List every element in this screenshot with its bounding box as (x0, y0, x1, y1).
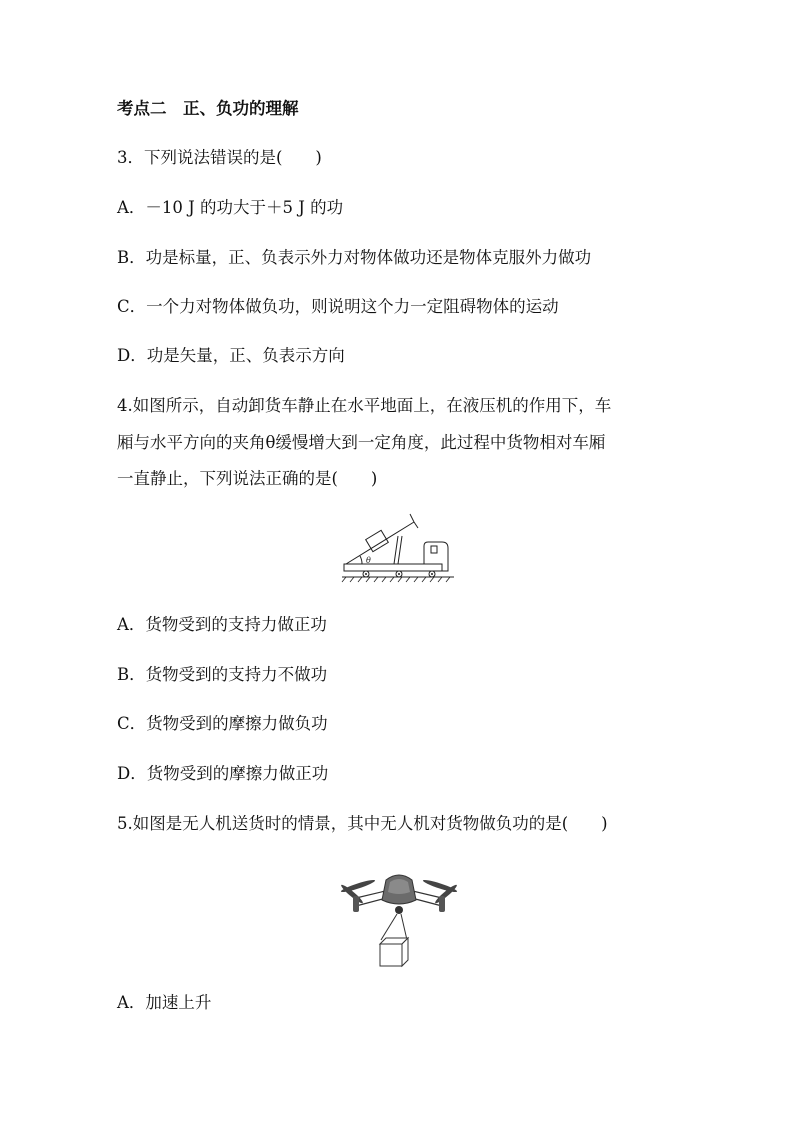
q4-option-c: C．货物受到的摩擦力做负功 (117, 714, 328, 733)
propeller-front-left (340, 878, 376, 894)
q5-option-a: A．加速上升 (117, 993, 212, 1012)
ground-hatch (342, 577, 450, 582)
drone-top-shell (388, 879, 410, 894)
hydraulic-piston (394, 536, 398, 564)
cab-window (431, 546, 437, 553)
truck-chassis (344, 564, 442, 571)
q4-option-d: D．货物受到的摩擦力做正功 (117, 764, 329, 783)
motor-left (353, 896, 359, 912)
drone-camera (395, 906, 403, 914)
q4-stem-line-2: 厢与水平方向的夹角θ缓慢增大到一定角度，此过程中货物相对车厢 (117, 433, 606, 452)
section-title: 考点二 正、负功的理解 (117, 99, 299, 118)
q4-stem-line-1: 4.如图所示，自动卸货车静止在水平地面上，在液压机的作用下，车 (117, 396, 612, 415)
rope-right (401, 914, 407, 940)
q5-stem: 5.如图是无人机送货时的情景，其中无人机对货物做负功的是( ) (117, 814, 608, 833)
bed-tailgate (414, 522, 418, 528)
q3-option-a: A．－10 J 的功大于＋5 J 的功 (117, 198, 344, 217)
angle-arc (360, 556, 362, 564)
propeller-front-right (422, 878, 458, 894)
q4-stem-line-3: 一直静止，下列说法正确的是( ) (117, 469, 378, 488)
cargo-box (366, 530, 389, 551)
dump-bed (346, 522, 414, 564)
angle-theta-label: θ (366, 556, 371, 565)
rope-left (381, 914, 397, 940)
q3-stem: 3．下列说法错误的是( ) (117, 148, 322, 167)
drone-figure (338, 866, 460, 970)
q3-option-c: C．一个力对物体做负功，则说明这个力一定阻碍物体的运动 (117, 297, 559, 316)
q4-option-b: B．货物受到的支持力不做功 (117, 665, 328, 684)
motor-right (439, 896, 445, 912)
drone-cargo-box (380, 944, 402, 966)
q3-option-b: B．功是标量，正、负表示外力对物体做功还是物体克服外力做功 (117, 248, 592, 267)
q3-option-d: D．功是矢量，正、负表示方向 (117, 346, 345, 365)
q4-option-a: A．货物受到的支持力做正功 (117, 615, 327, 634)
dump-truck-figure (338, 508, 462, 586)
